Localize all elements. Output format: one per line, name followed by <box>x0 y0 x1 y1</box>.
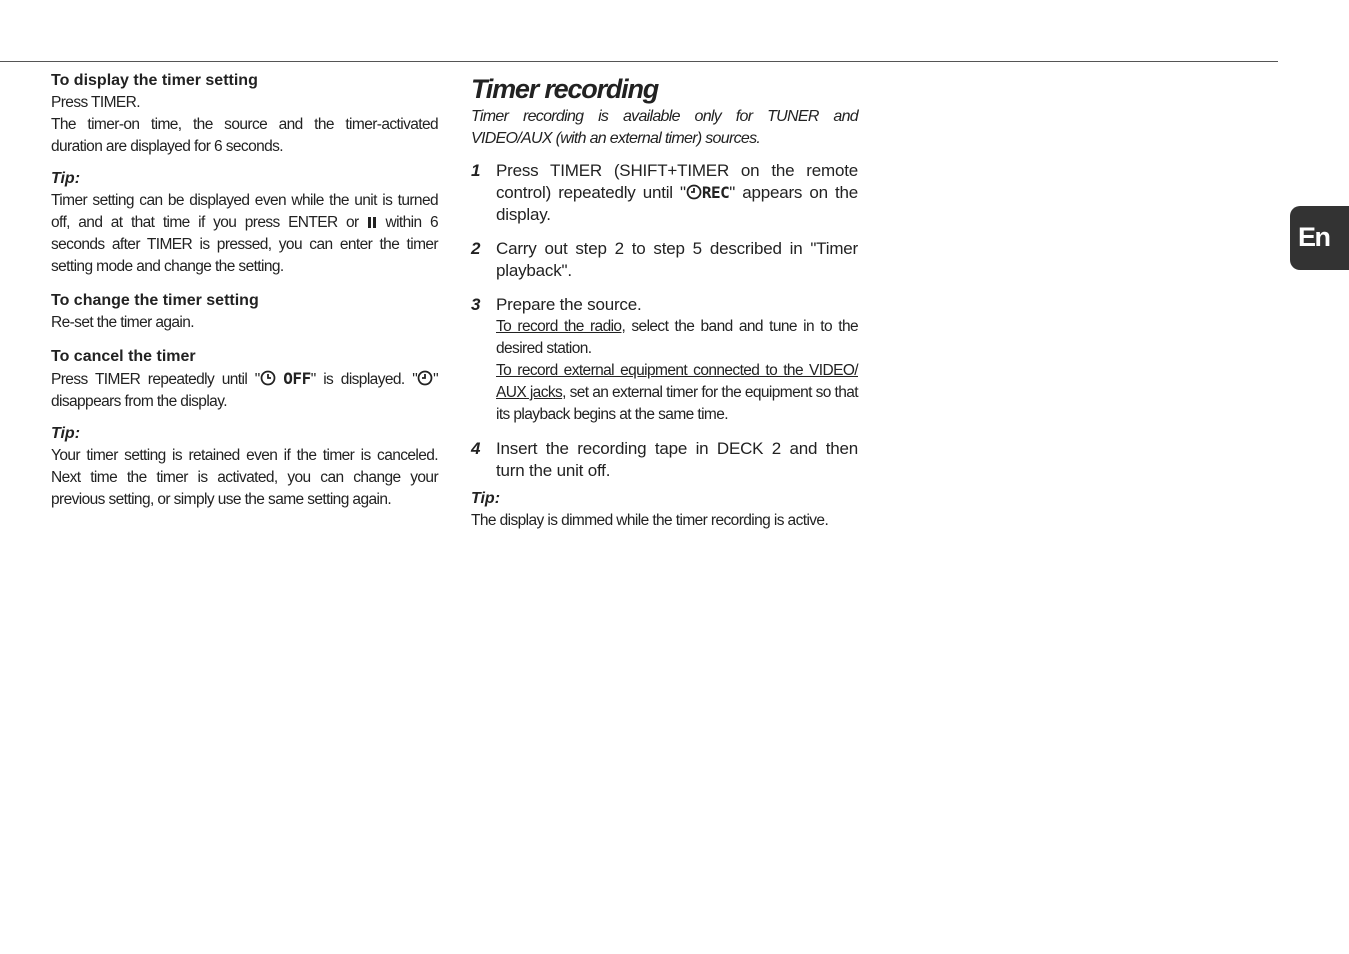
tip2-label: Tip: <box>51 425 81 442</box>
step-3 <box>471 294 858 426</box>
page-title: Timer recording <box>471 74 659 104</box>
external-rest-text: , set an external timer for the equipment so that its playback begins at the same time. <box>496 384 858 423</box>
step-number: 4 <box>471 439 481 458</box>
display-timer-heading: To display the timer setting <box>51 72 258 89</box>
step-2 <box>471 238 858 282</box>
step-1-text <box>496 160 858 226</box>
cancel-timer-heading: To cancel the timer <box>51 348 196 365</box>
tip1-text <box>51 190 438 278</box>
display-timer-line2: The timer-on time, the source and the timer-activated duration are displayed for 6 seconds. <box>51 116 438 155</box>
step-2-text: Carry out step 2 to step 5 described in "Timer playback". <box>496 239 858 280</box>
main-tip-text: The display is dimmed while the timer recording is active. <box>471 512 829 529</box>
clock-icon <box>417 370 433 386</box>
cancel-text-a: Press TIMER repeatedly until " <box>51 371 260 388</box>
language-tab <box>1290 206 1349 270</box>
step-3-external <box>496 360 858 426</box>
main-column <box>471 70 858 532</box>
tip1-text-a: Timer setting can be displayed even while the unit is turned off, and at that time if you press ENTER or <box>51 192 438 231</box>
step-1-text-a: Press TIMER (SHIFT+TIMER on the remote control) repeatedly until " <box>496 161 858 202</box>
clock-icon <box>260 370 276 386</box>
step-1-text-b: " appears on the display. <box>496 183 858 224</box>
main-tip-label: Tip: <box>471 490 501 507</box>
step-3-text: Prepare the source. <box>496 295 642 314</box>
display-timer-line1: Press TIMER. <box>51 94 140 111</box>
off-display: OFF <box>283 369 311 388</box>
rec-display: REC <box>701 183 730 202</box>
tip1-label: Tip: <box>51 170 81 187</box>
step-number: 1 <box>471 161 481 180</box>
radio-link-text: To record the radio <box>496 318 622 335</box>
step-4-text: Insert the recording tape in DECK 2 and then turn the unit off. <box>496 439 858 480</box>
change-timer-heading: To change the timer setting <box>51 292 259 309</box>
intro-text: Timer recording is available only for TUNER and VIDEO/AUX (with an external timer) sources. <box>471 108 858 147</box>
change-timer-text: Re-set the timer again. <box>51 314 194 331</box>
step-4 <box>471 438 858 482</box>
header-rule <box>0 61 1278 62</box>
step-number: 3 <box>471 295 481 314</box>
step-3-radio <box>496 316 858 360</box>
radio-rest-text: , select the band and tune in to the desired station. <box>496 318 858 357</box>
cancel-text-c: " disappears from the display. <box>51 371 438 410</box>
tip2-text: Your timer setting is retained even if the timer is canceled. Next time the timer is activated, you can change your previous setting, or simply use the same setting again. <box>51 447 438 508</box>
step-1 <box>471 160 858 226</box>
left-column <box>51 70 438 511</box>
cancel-timer-text <box>51 368 438 413</box>
external-link-text: To record external equipment connected to the VIDEO/ AUX jacks <box>496 362 858 401</box>
tip1-text-b: within 6 seconds after TIMER is pressed, you can enter the timer setting mode and change the setting. <box>51 214 438 275</box>
pause-icon <box>367 214 377 231</box>
language-tab-label: En <box>1298 222 1330 252</box>
clock-icon <box>686 184 702 200</box>
cancel-text-b: " is displayed. " <box>310 371 418 388</box>
step-number: 2 <box>471 239 481 258</box>
